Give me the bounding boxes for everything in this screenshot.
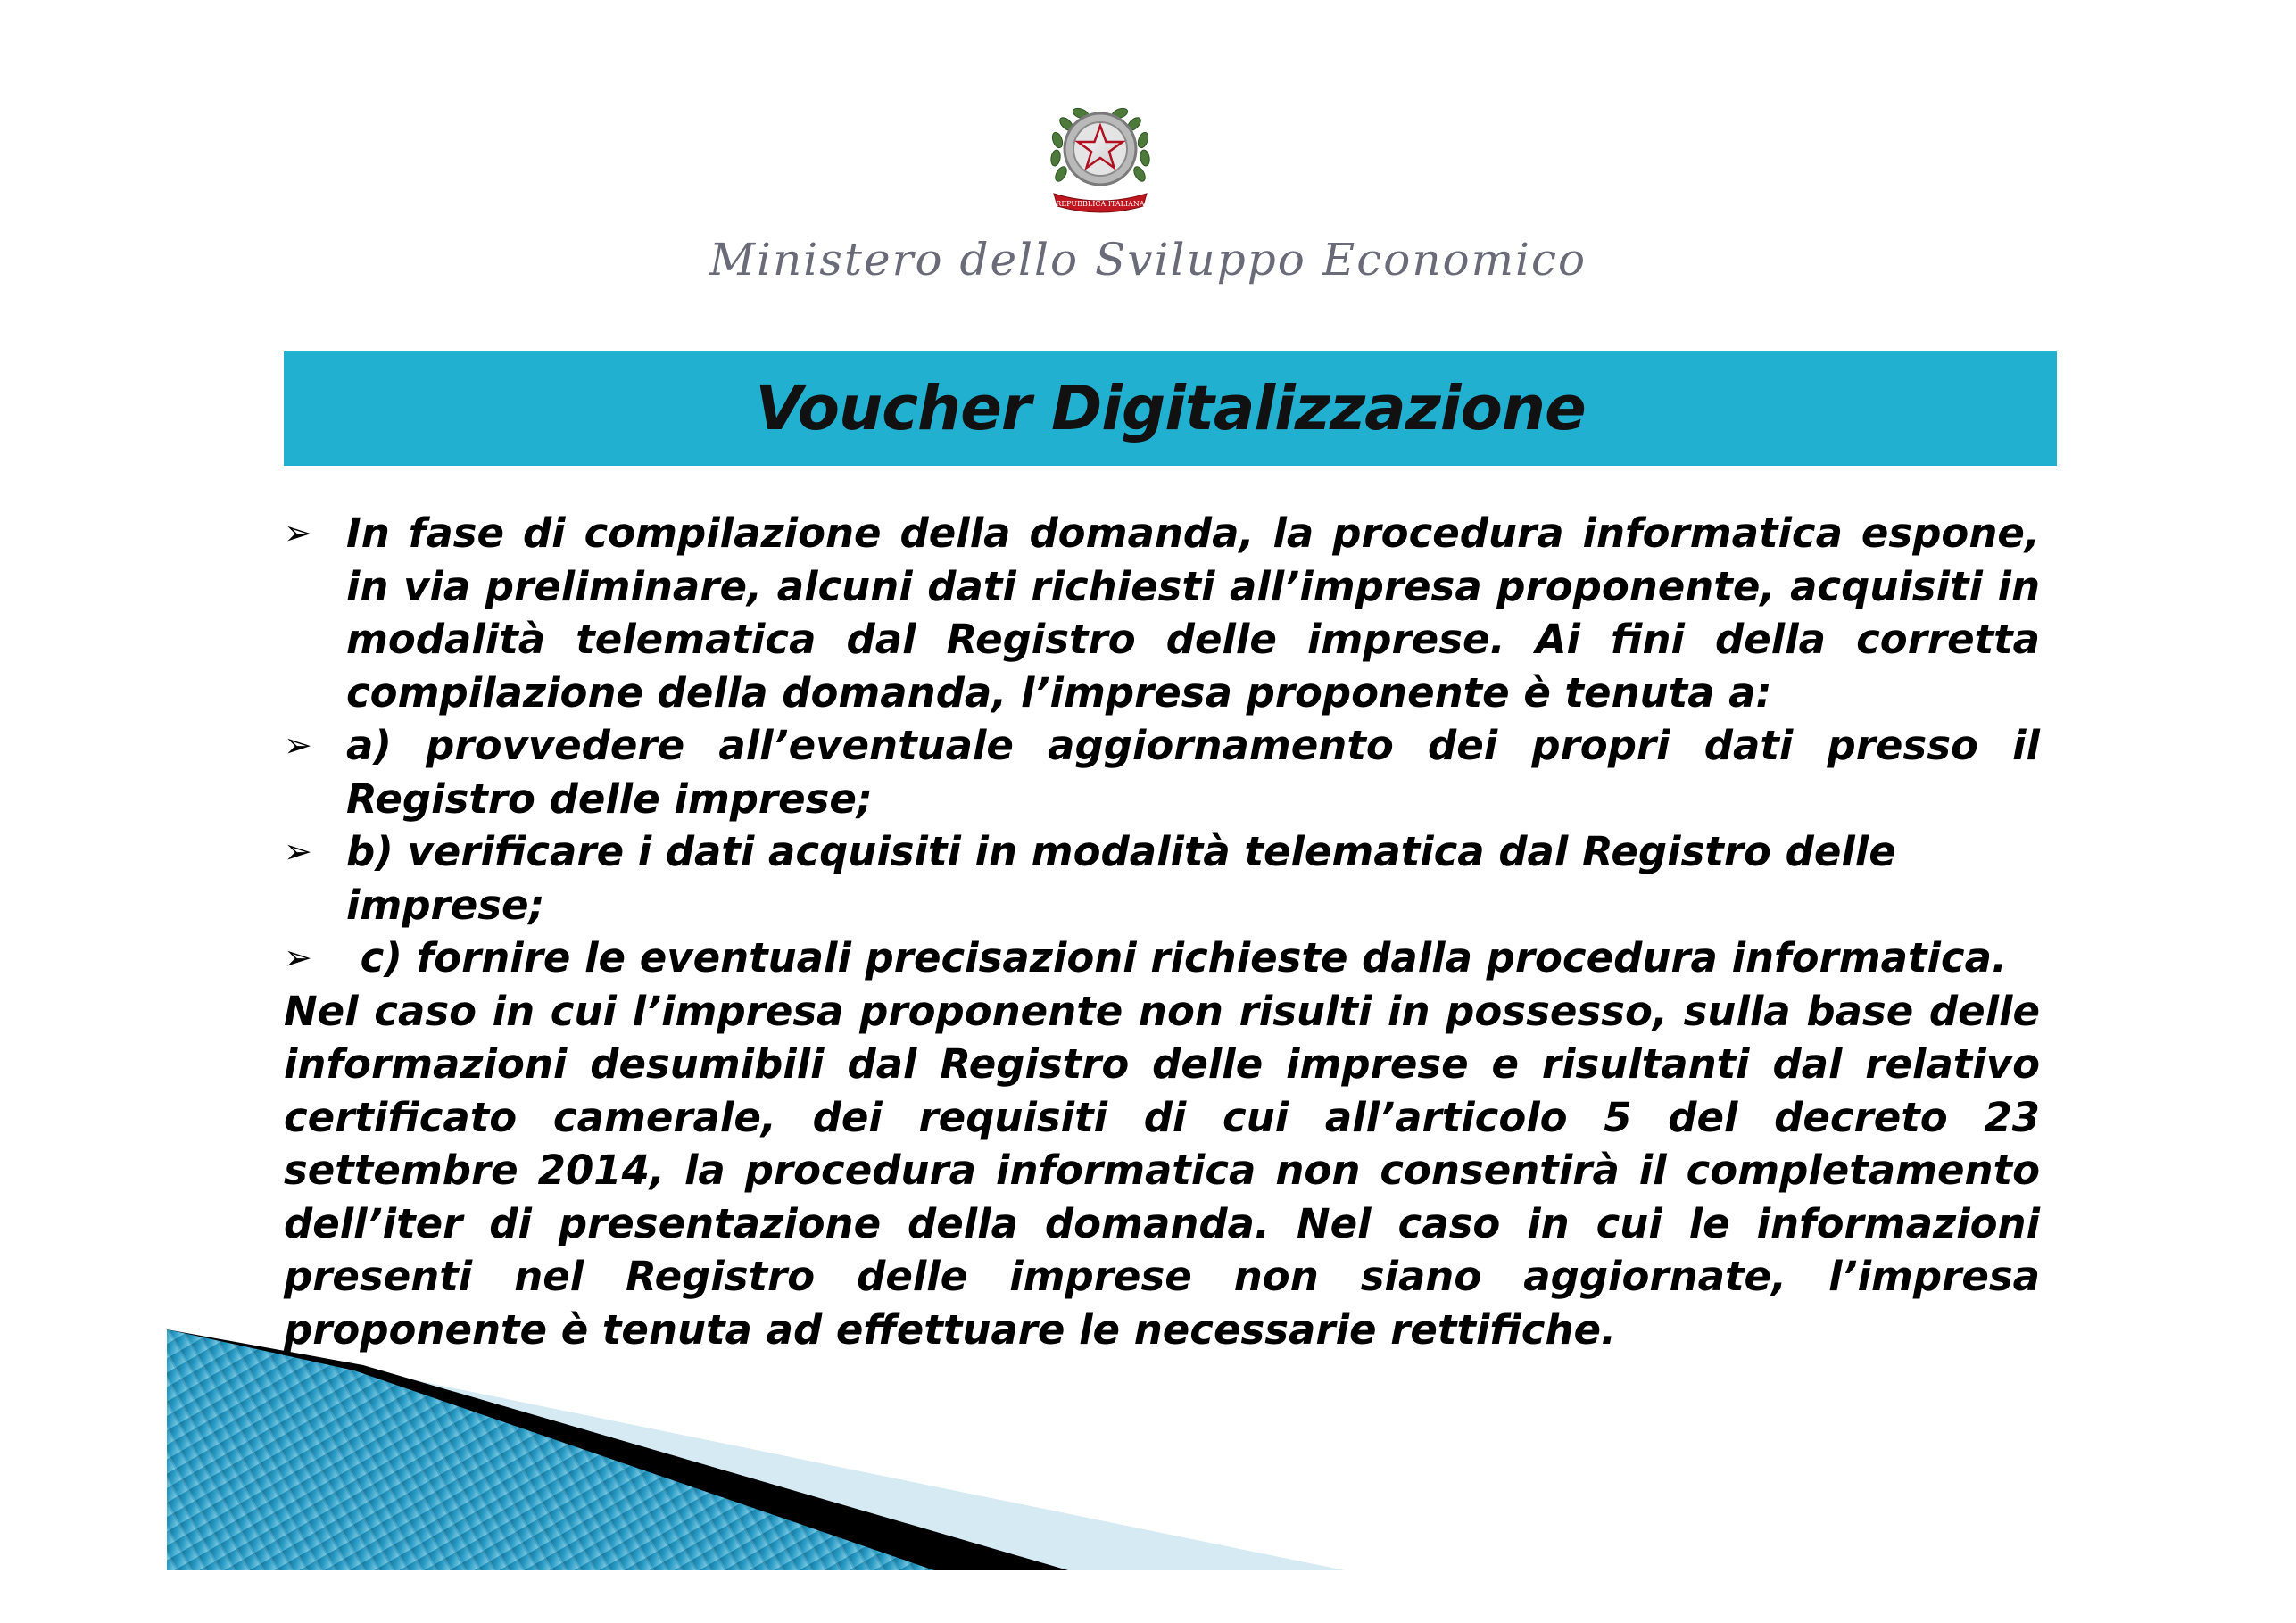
decorative-wedge bbox=[167, 1329, 1345, 1570]
arrow-bullet-icon: ➢ bbox=[284, 938, 312, 977]
ministry-name: Ministero dello Sviluppo Economico bbox=[709, 234, 1587, 286]
republic-emblem-logo bbox=[1038, 94, 1163, 219]
arrow-bullet-icon: ➢ bbox=[284, 832, 312, 871]
list-item-text: c) fornire le eventuali precisazioni richieste dalla procedura informatica. bbox=[346, 934, 2008, 981]
title-bar bbox=[284, 351, 2057, 466]
body-paragraph: Nel caso in cui l’impresa proponente non risulti in possesso, sulla base delle informazioni desumibili dal Registro delle imprese e risultanti dal relativo certificato camerale, dei requisiti di cui all’articolo 5 del decreto 23 settembre 2014, la procedura informatica non consentirà il completamento dell’iter di presentazione della domanda. Nel caso in cui le informazioni presenti nel Registro delle imprese non siano aggiornate, l’impresa proponente è tenuta ad effettuare le necessarie rettifiche. bbox=[284, 987, 2040, 1354]
main-content bbox=[284, 507, 2040, 1356]
arrow-bullet-icon: ➢ bbox=[284, 513, 312, 552]
list-item-text: a) provvedere all’eventuale aggiornamento dei propri dati presso il Registro delle imprese; bbox=[346, 722, 2040, 823]
emblem-ribbon-text: REPUBBLICA ITALIANA bbox=[1056, 200, 1145, 208]
bullet-list bbox=[284, 507, 2040, 985]
list-item-text: In fase di compilazione della domanda, la procedura informatica espone, in via preliminare, alcuni dati richiesti all’impresa proponente, acquisiti in modalità telematica dal Registro delle imprese. Ai fini della corretta compilazione della domanda, l’impresa proponente è tenuta a: bbox=[346, 509, 2040, 716]
list-item bbox=[284, 719, 2040, 825]
page-title: Voucher Digitalizzazione bbox=[755, 372, 1586, 444]
list-item bbox=[284, 932, 2040, 985]
list-item-text: b) verificare i dati acquisiti in modalità telematica dal Registro delle imprese; bbox=[346, 828, 1896, 929]
list-item bbox=[284, 507, 2040, 719]
arrow-bullet-icon: ➢ bbox=[284, 725, 312, 765]
list-item bbox=[284, 825, 2040, 932]
